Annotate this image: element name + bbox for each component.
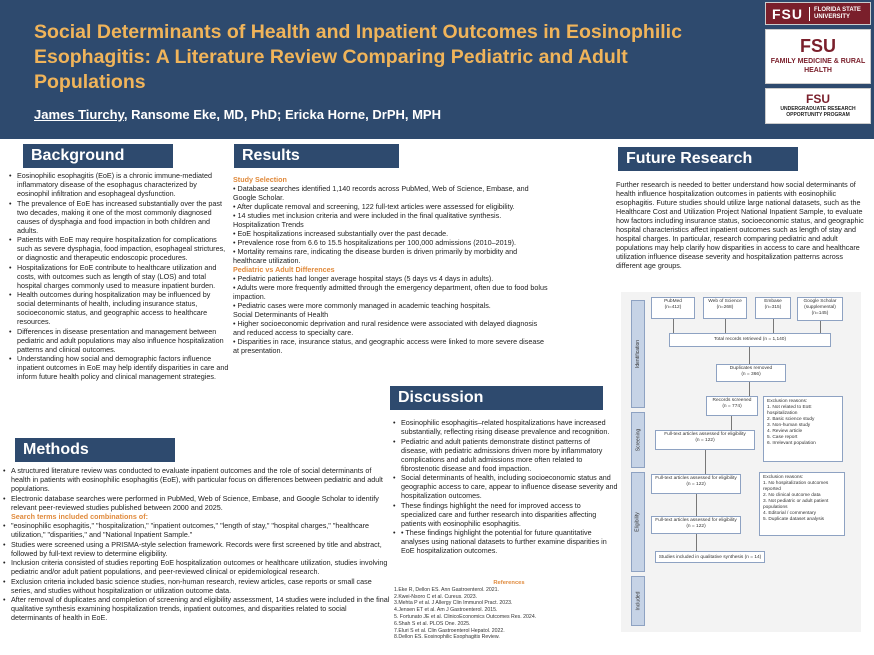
background-item: • Hospitalizations for EoE contribute to healthcare utilization and costs, with outcomes such as length of stay (LOS) and total hospital charges commonly used to measure inpatient burden. xyxy=(8,263,230,290)
pediatric-adult-list xyxy=(233,274,551,310)
background-item: • Health outcomes during hospitalization may be influenced by social determinants of health, including insurance status, socioeconomic status, and geographic access to healthcare resources. xyxy=(8,290,230,326)
study-selection-label: Study Selection xyxy=(233,175,287,184)
methods-item: • A structured literature review was conducted to evaluate inpatient outcomes and the role of social determinants of health in patients with eosinophilic esophagitis (EoE), with particular focus on differences between pediatric and adult populations. xyxy=(2,466,390,493)
background-list xyxy=(8,171,230,381)
urop-logo xyxy=(765,88,871,124)
methods-item: • Studies were screened using a PRISMA-style selection framework. Records were first screened by title and abstract, followed by full-text review to determine eligibility. xyxy=(2,540,390,558)
prisma-exclusion-reason: 5. Duplicate dataset analysis xyxy=(763,517,825,522)
background-item: • Eosinophilic esophagitis (EoE) is a chronic immune-mediated inflammatory disease of the esophagus characterized by eosinophil infiltration and esophageal dysfunction. xyxy=(8,171,230,198)
reference-item: 7.Eluri S et al. Clin Gastroenterol Hepatol. 2022. xyxy=(394,627,505,634)
prisma-fulltext-2: Full-text articles assessed for eligibility (n = 122) xyxy=(651,474,741,494)
results-item: • Higher socioeconomic deprivation and rural residence were associated with delayed diagnosis and reduced access to specialty care. xyxy=(233,319,538,337)
future-research-heading: Future Research xyxy=(618,147,798,171)
background-item: • Differences in disease presentation and management between pediatric and adult populations may also influence hospitalization patterns and clinical outcomes. xyxy=(8,327,230,354)
results-item: • Pediatric patients had longer average hospital stays (5 days vs 4 days in adults). xyxy=(233,274,494,283)
results-item: • EoE hospitalizations increased substantially over the past decade. xyxy=(233,229,449,238)
lead-author: James Tiurchy xyxy=(34,107,124,122)
discussion-heading: Discussion xyxy=(390,386,603,410)
results-item: • 14 studies met inclusion criteria and were included in the final qualitative synthesis. xyxy=(233,211,502,220)
results-item: • Mortality remains rare, indicating the disease burden is driven primarily by morbidity and healthcare utilization. xyxy=(233,247,518,265)
methods-list-continued xyxy=(2,521,390,622)
sdoh-list xyxy=(233,319,551,355)
background-item: • The prevalence of EoE has increased substantially over the past two decades, making it one of the most commonly diagnosed causes of dysphagia and food impaction in both children and adults. xyxy=(8,199,230,235)
prisma-fulltext-3: Full-text articles assessed for eligibility (n = 122) xyxy=(651,516,741,534)
prisma-source-pubmed: PubMed (n=412) xyxy=(651,297,695,319)
prisma-exclusion-reason: 2. Basic science study xyxy=(767,417,815,422)
discussion-section xyxy=(392,418,618,556)
prisma-included-studies: Studies included in qualitative synthesis (n = 14) xyxy=(655,551,765,563)
discussion-list xyxy=(392,418,618,555)
trends-label: Hospitalization Trends xyxy=(233,220,304,229)
methods-item: • Electronic database searches were performed in PubMed, Web of Science, Embase, and Google Scholar to identify relevant peer-reviewed studies published between 2000 and 2025. xyxy=(2,494,390,512)
family-medicine-logo-mark: FSU xyxy=(800,36,836,56)
prisma-exclusion-reason: 4. Editorial / commentary xyxy=(763,511,817,516)
prisma-source-embase: Embase (n=315) xyxy=(755,297,791,319)
prisma-source-wos: Web of Science (n=268) xyxy=(703,297,747,319)
fsu-logo-mark: FSU xyxy=(772,5,803,22)
future-research-text: Further research is needed to better understand how social determinants of health influence hospitalization outcomes in patients with eosinophilic esophagitis. Future studies should utilize large national datasets, such as the Healthcare Cost and Utilization Project National Inpatient Sample, to evaluate how factors including insurance status, socioeconomic status, and geographic hospital characteristics affect inpatient outcomes such as length of stay and hospital charges. In particular, research comparing pediatric and adult populations may help clarify how disparities in access to care and healthcare utilization influence disease severity and hospitalization patterns across different age groups. xyxy=(616,180,864,270)
prisma-exclusion-reason: 2. No clinical outcome data xyxy=(763,493,821,498)
reference-item: 4.Jensen ET et al. Am J Gastroenterol. 2015. xyxy=(394,607,498,614)
prisma-exclusion-reason: 1. No hospitalization outcomes reported xyxy=(763,481,829,492)
results-item: • After duplicate removal and screening, 122 full-text articles were assessed for eligibility. xyxy=(233,202,515,211)
reference-item: 1.Eke R, Dellon ES. Ann Gastroenterol. 2021. xyxy=(394,586,499,593)
reference-item: 6.Shah S et al. PLOS One. 2025. xyxy=(394,620,471,627)
results-heading: Results xyxy=(234,144,399,168)
urop-logo-mark: FSU xyxy=(806,92,830,106)
fsu-logo-text: FLORIDA STATE UNIVERSITY xyxy=(809,7,864,21)
search-terms-label: Search terms included combinations of: xyxy=(11,512,148,521)
results-item: • Database searches identified 1,140 records across PubMed, Web of Science, Embase, and Google Scholar. xyxy=(233,184,529,202)
prisma-records-screened: Records screened (n = 774) xyxy=(706,396,758,416)
references-section xyxy=(394,580,624,641)
prisma-exclusion-box-2: Exclusion reasons: 1. No hospitalization outcomes reported 2. No clinical outcome data 3. Not pediatric or adult patient populations 4. Editorial / commentary 5. Duplicate dataset analysis xyxy=(759,472,845,536)
prisma-exclusion-reason: 4. Review article xyxy=(767,429,803,434)
prisma-exclusion-reason: 3. Non-human study xyxy=(767,423,811,428)
prisma-source-google: Google Scholar (supplemental) (n=145) xyxy=(797,297,843,321)
references-heading: References xyxy=(493,580,525,586)
reference-item: 5. Fortunato JE et al. ClinicoEconomics Outcomes Res. 2024. xyxy=(394,613,537,620)
discussion-item: • • These findings highlight the potential for future quantitative analyses using national datasets to further examine disparities in EoE hospitalization outcomes. xyxy=(392,528,618,555)
prisma-exclusion-reason: 1. Not related to EoE hospitalization xyxy=(767,405,812,416)
prisma-exclusion-box-1: Exclusion reasons: 1. Not related to EoE hospitalization 2. Basic science study 3. Non-human study 4. Review article 5. Case report 6. Irrelevant population xyxy=(763,396,843,462)
prisma-fulltext-1: Full-text articles assessed for eligibility (n = 122) xyxy=(655,430,755,450)
discussion-item: • These findings highlight the need for improved access to specialized care and further research into disparities affecting patients with eosinophilic esophagitis. xyxy=(392,501,618,528)
prisma-side-eligibility: Eligibility xyxy=(631,472,645,572)
prisma-flow-diagram xyxy=(621,292,861,632)
prisma-duplicates: Duplicates removed (n = 366) xyxy=(716,364,786,382)
prisma-side-identification: Identification xyxy=(631,300,645,408)
study-selection-list xyxy=(233,184,551,220)
fsu-logo xyxy=(765,2,871,25)
prisma-exclusion-reason: 5. Case report xyxy=(767,435,798,440)
trends-list xyxy=(233,229,551,265)
background-heading: Background xyxy=(23,144,173,168)
methods-item: • "eosinophilic esophagitis," "hospitalization," "inpatient outcomes," "length of stay," "hospital charges," "healthcare utilization," "disparities," and "National Inpatient Sample." xyxy=(2,521,390,539)
reference-item: 3.Mehta P et al. J Allergy Clin Immunol Pract. 2023. xyxy=(394,600,513,607)
family-medicine-logo xyxy=(765,29,871,84)
methods-list xyxy=(2,466,390,512)
discussion-item: • Social determinants of health, including socioeconomic status and geographic access to care, appear to influence disease severity and hospitalization outcomes. xyxy=(392,473,618,500)
family-medicine-logo-text: FAMILY MEDICINE & RURAL HEALTH xyxy=(770,58,866,74)
methods-item: • Exclusion criteria included basic science studies, non-human research, review articles, case reports or small case series, and studies without hospitalization or utilization outcome data. xyxy=(2,577,390,595)
poster-header xyxy=(0,0,874,139)
results-item: • Pediatric cases were more commonly managed in academic teaching hospitals. xyxy=(233,301,491,310)
methods-section xyxy=(2,466,390,623)
background-section xyxy=(8,171,230,382)
prisma-total-records: Total records retrieved (n = 1,140) xyxy=(669,333,831,347)
urop-logo-text: UNDERGRADUATE RESEARCH OPPORTUNITY PROGRAM xyxy=(780,106,856,118)
background-item: • Understanding how social and demographic factors influence inpatient outcomes in EoE may help identify disparities in care and inform future health policy and clinical management strategies. xyxy=(8,354,230,381)
other-authors: , Ransome Eke, MD, PhD; Ericka Horne, DrPH, MPH xyxy=(123,107,441,122)
background-item: • Patients with EoE may require hospitalization for complications such as severe dysphagia, food impaction, esophageal strictures, or diagnostic and therapeutic endoscopic procedures. xyxy=(8,235,230,262)
results-item: • Prevalence rose from 6.6 to 15.5 hospitalizations per 100,000 admissions (2010–2019). xyxy=(233,238,516,247)
results-section xyxy=(233,175,551,355)
discussion-item: • Pediatric and adult patients demonstrate distinct patterns of disease, with pediatric admissions driven more by inflammatory complications and adult admissions more often related to fibrostenotic disease and food impaction. xyxy=(392,437,618,473)
methods-item: • After removal of duplicates and completion of screening and eligibility assessment, 14 studies were included in the final qualitative synthesis examining hospitalization trends, inpatient outcomes, and disparities related to social determinants of health in EoE. xyxy=(2,595,390,622)
author-line xyxy=(34,107,441,122)
prisma-exclusion-reason: 6. Irrelevant population xyxy=(767,441,816,446)
pediatric-adult-label: Pediatric vs Adult Differences xyxy=(233,265,335,274)
results-item: • Disparities in race, insurance status, and geographic access were linked to more severe disease at presentation. xyxy=(233,337,544,355)
reference-item: 8.Dellon ES. Eosinophilic Esophagitis Review. xyxy=(394,634,500,641)
methods-item: • Inclusion criteria consisted of studies reporting EoE hospitalization outcomes or healthcare utilization, studies involving pediatric and/or adult patient populations, and peer-reviewed clinical or epidemiological research. xyxy=(2,558,390,576)
results-item: • Adults were more frequently admitted through the emergency department, often due to food bolus impaction. xyxy=(233,283,548,301)
prisma-side-screening: Screening xyxy=(631,412,645,468)
sdoh-label: Social Determinants of Health xyxy=(233,310,329,319)
poster-title: Social Determinants of Health and Inpatient Outcomes in Eosinophilic Esophagitis: A Literature Review Comparing Pediatric and Adult Populations xyxy=(34,21,682,93)
reference-item: 2.Kwei-Nsoro C et al. Cureus. 2023. xyxy=(394,593,478,600)
methods-heading: Methods xyxy=(15,438,175,462)
prisma-exclusion-reason: 3. Not pediatric or adult patient populations xyxy=(763,499,829,510)
references-list xyxy=(394,587,624,641)
prisma-side-included: Included xyxy=(631,576,645,626)
discussion-item: • Eosinophilic esophagitis–related hospitalizations have increased substantially, reflecting rising disease prevalence and recognition. xyxy=(392,418,618,436)
